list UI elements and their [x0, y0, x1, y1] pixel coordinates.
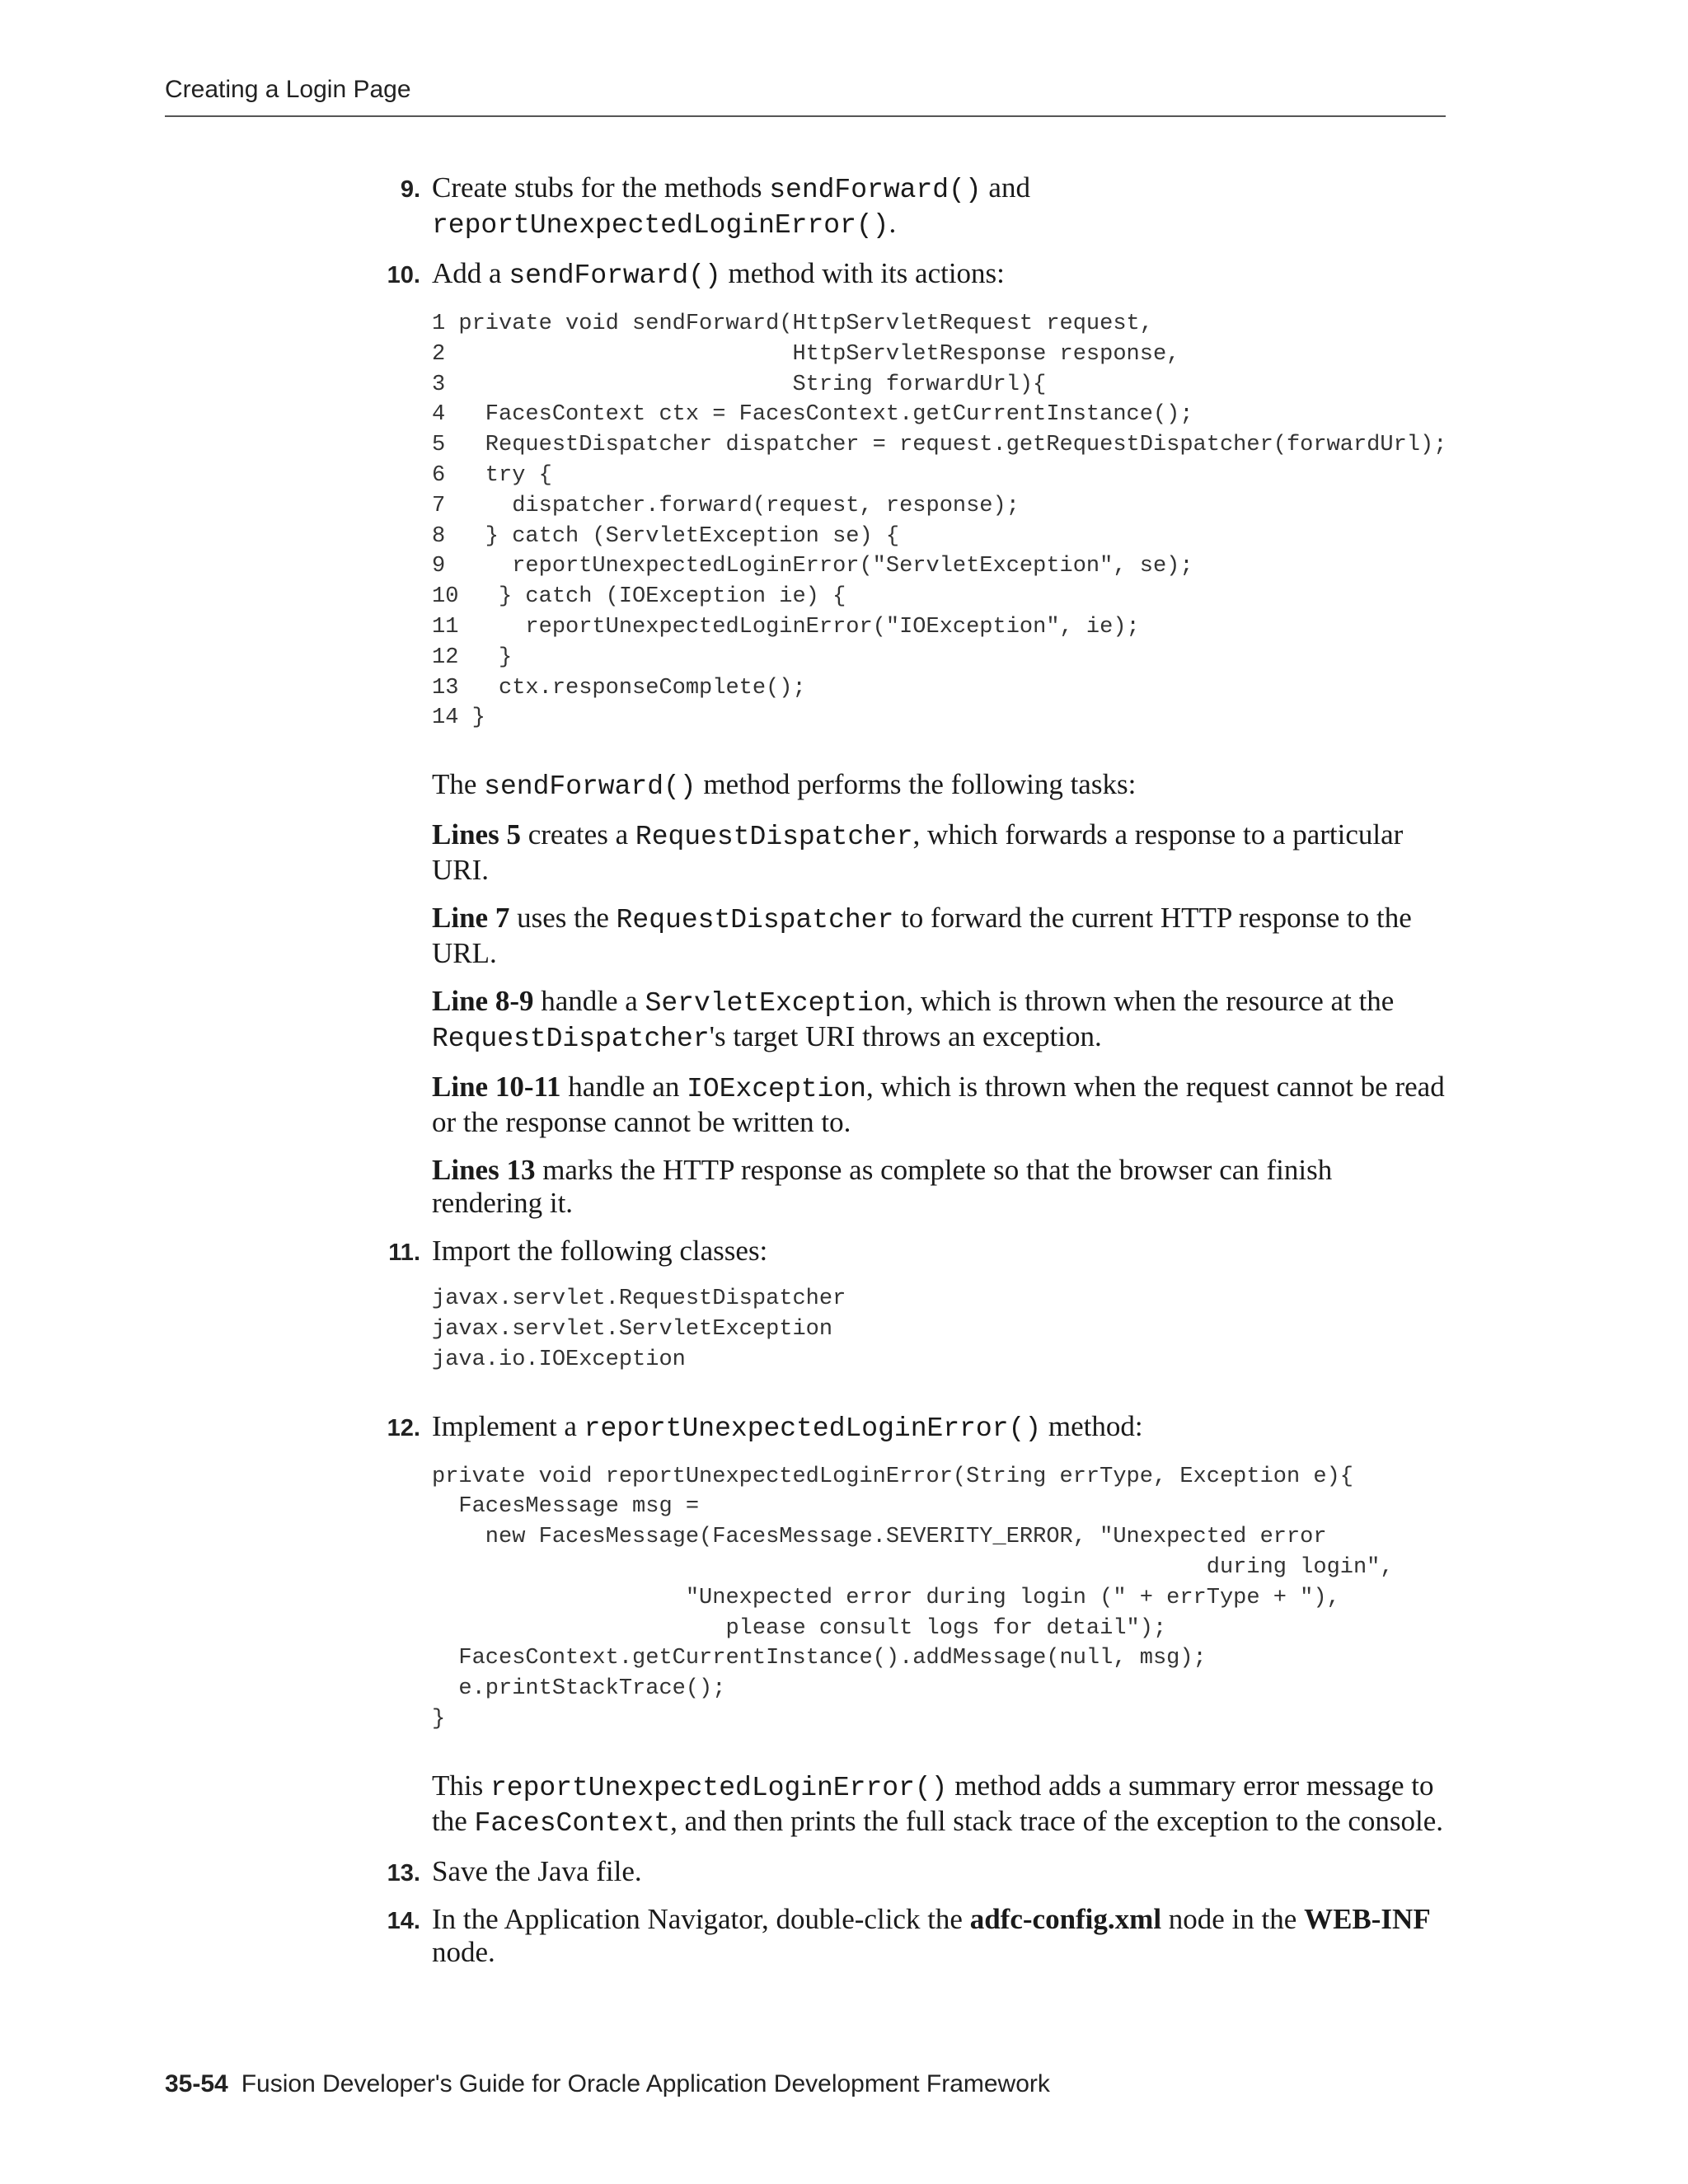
- step-number: 14.: [387, 1907, 420, 1934]
- running-header: Creating a Login Page: [165, 76, 411, 103]
- text: node in the: [1161, 1902, 1305, 1935]
- step-14: [377, 1903, 1449, 1969]
- code-block-send-forward: 1 private void sendForward(HttpServletRequest request, 2 HttpServletResponse response, 3 String forwardUrl){ 4 FacesContext ctx = FacesContext.getCurrentInstance(); 5 RequestDispatcher dispatcher = request.getRequestDispatcher(forwardUrl); 6 try { 7 dispatcher.forward(request, response); 8 } catch (ServletException se) { 9 reportUnexpectedLoginError("ServletException", se); 10 } catch (IOException ie) { 11 reportUnexpectedLoginError("IOException", ie); 12 } 13 ctx.responseComplete(); 14 }: [432, 312, 1447, 731]
- text: Add a: [432, 257, 509, 289]
- book-title: Fusion Developer's Guide for Oracle Application Development Framework: [241, 2070, 1050, 2097]
- step-number: 10.: [387, 262, 420, 288]
- text: Create stubs for the methods: [432, 171, 770, 204]
- step-13: [377, 1855, 1449, 1888]
- text: method adds a summary error message to the: [432, 1769, 1434, 1837]
- step-text: [432, 171, 1449, 242]
- text: method with its actions:: [720, 257, 1005, 289]
- inline-code: ServletException: [645, 988, 907, 1019]
- text: method performs the following tasks:: [696, 768, 1137, 801]
- text: uses the: [509, 902, 617, 935]
- inline-code: RequestDispatcher: [635, 822, 913, 853]
- line-7-note: [432, 902, 1449, 970]
- line-ref: Line 8-9: [432, 985, 534, 1018]
- running-footer: [165, 2070, 1050, 2098]
- text: handle an: [560, 1071, 687, 1104]
- inline-code: sendForward(): [484, 771, 696, 803]
- text: Implement a: [432, 1409, 584, 1442]
- inline-code: RequestDispatcher: [616, 905, 894, 936]
- step-text: [432, 257, 1449, 293]
- step-text: [432, 1903, 1449, 1969]
- step-number: 9.: [400, 176, 420, 203]
- step-text: Save the Java file.: [432, 1854, 642, 1887]
- line-ref: Lines 5: [432, 818, 521, 851]
- text: method:: [1041, 1409, 1143, 1442]
- text: This: [432, 1769, 490, 1802]
- text: , which is thrown when the request cannot be read or the response cannot be written to.: [432, 1071, 1445, 1139]
- document-body: [377, 171, 1449, 1984]
- text: In the Application Navigator, double-click the: [432, 1902, 970, 1935]
- step-number: 12.: [387, 1414, 420, 1441]
- text: handle a: [533, 985, 645, 1018]
- inline-code: reportUnexpectedLoginError(): [432, 210, 889, 241]
- step-11: [377, 1235, 1449, 1375]
- bold-term: WEB-INF: [1304, 1902, 1431, 1935]
- text: 's target URI throws an exception.: [709, 1020, 1102, 1053]
- inline-code: sendForward(): [509, 260, 721, 291]
- text: to forward the current HTTP response to the URL.: [432, 902, 1412, 970]
- inline-code: RequestDispatcher: [432, 1024, 710, 1055]
- page-number: 35-54: [165, 2070, 228, 2097]
- step-number: 11.: [388, 1240, 420, 1267]
- bold-term: adfc-config.xml: [969, 1902, 1162, 1935]
- method-intro: [432, 768, 1449, 804]
- step-9: [377, 171, 1449, 242]
- text: , which is thrown when the resource at the: [906, 985, 1395, 1018]
- text: node.: [432, 1935, 495, 1968]
- line-ref: Line 10-11: [432, 1071, 561, 1104]
- text: marks the HTTP response as complete so that the browser can finish rendering it.: [432, 1154, 1333, 1220]
- line-8-9-note: [432, 985, 1449, 1056]
- text: creates a: [520, 818, 635, 851]
- text: and: [981, 171, 1030, 204]
- text: , which forwards a response to a particular URI.: [432, 818, 1404, 887]
- text: The: [432, 768, 485, 801]
- step-12: [377, 1410, 1449, 1840]
- line-ref: Lines 13: [432, 1154, 536, 1187]
- text: .: [889, 207, 897, 239]
- inline-code: reportUnexpectedLoginError(): [490, 1772, 948, 1803]
- method-description: [432, 1769, 1449, 1840]
- step-10: [377, 257, 1449, 1220]
- code-block-report-error: private void reportUnexpectedLoginError(String errType, Exception e){ FacesMessage msg = new FacesMessage(FacesMessage.SEVERITY_ERROR, "Unexpected error during login", "Unexpected error during login (" + errType + "), please consult logs for detail"); FacesContext.getCurrentInstance().addMessage(null, msg); e.printStackTrace(); }: [432, 1464, 1394, 1732]
- header-rule: [165, 115, 1446, 117]
- line-10-11-note: [432, 1071, 1449, 1139]
- code-block-imports: javax.servlet.RequestDispatcher javax.servlet.ServletException java.io.IOException: [432, 1286, 846, 1372]
- line-13-note: [432, 1154, 1449, 1220]
- step-text: [432, 1410, 1449, 1446]
- line-5-note: [432, 818, 1449, 887]
- step-number: 13.: [387, 1859, 420, 1886]
- inline-code: reportUnexpectedLoginError(): [584, 1413, 1042, 1444]
- inline-code: IOException: [687, 1074, 866, 1105]
- step-text: Import the following classes:: [432, 1235, 768, 1268]
- inline-code: sendForward(): [769, 175, 982, 205]
- line-ref: Line 7: [432, 902, 510, 935]
- text: , and then prints the full stack trace of the exception to the console.: [670, 1804, 1444, 1837]
- inline-code: FacesContext: [474, 1807, 671, 1839]
